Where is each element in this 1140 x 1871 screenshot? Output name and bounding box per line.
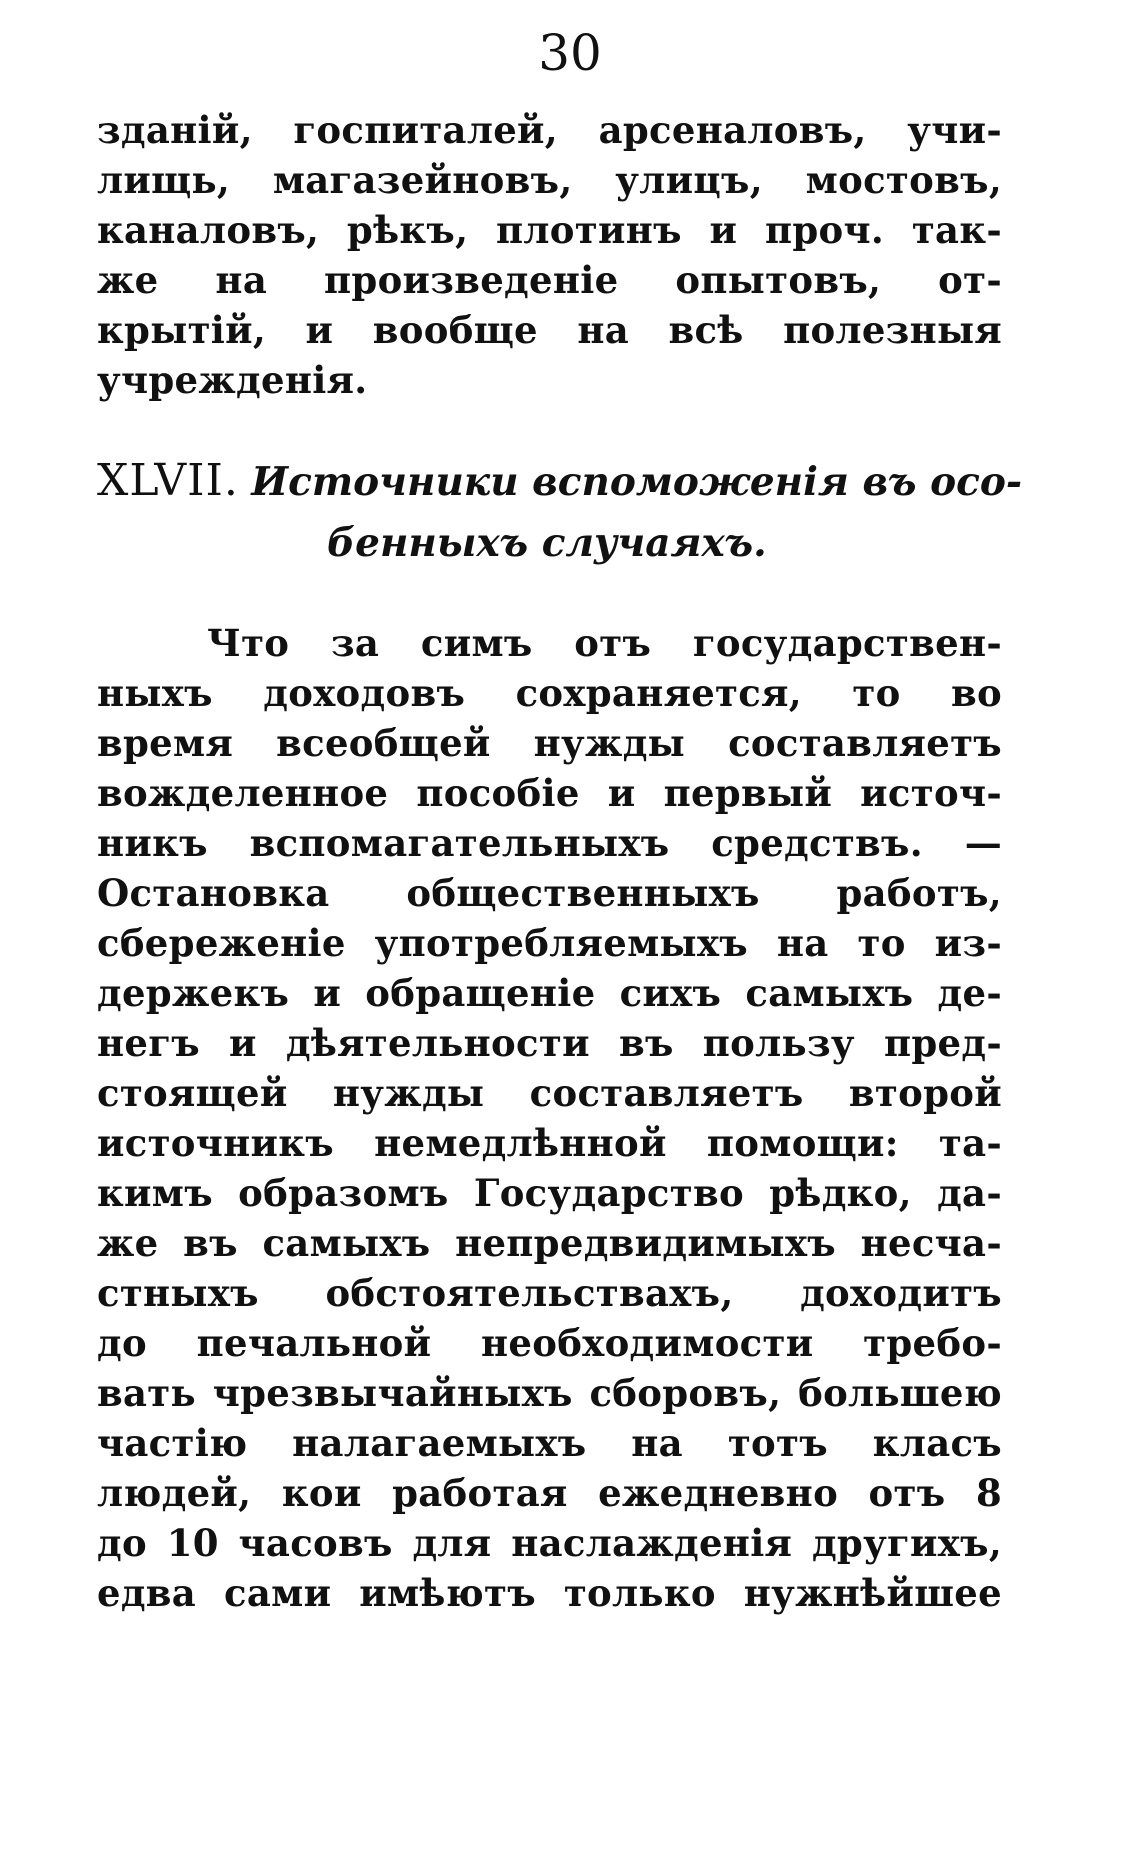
text-line: кимъ образомъ Государство рѣдко, да- xyxy=(97,1171,1002,1215)
paragraph-body xyxy=(97,618,1002,1618)
page-number: 30 xyxy=(538,24,602,82)
text-line: едва сами имѣютъ только нужнѣйшее xyxy=(97,1571,1002,1615)
text-line: время всеобщей нужды составляетъ xyxy=(97,721,1002,765)
text-line: же на произведеніе опытовъ, от- xyxy=(97,258,1002,302)
text-line: негъ и дѣятельности въ пользу пред- xyxy=(97,1021,1002,1065)
section-heading xyxy=(97,450,1023,574)
text-line: до печальной необходимости требо- xyxy=(97,1321,1002,1365)
text-line: лищь, магазейновъ, улицъ, мостовъ, xyxy=(97,158,1002,202)
text-line: зданій, госпиталей, арсеналовъ, учи- xyxy=(97,108,1002,152)
text-line: Остановка общественныхъ работъ, xyxy=(97,871,1002,915)
text-line: вожделенное пособіе и первый источ- xyxy=(97,771,1002,815)
text-line: до 10 часовъ для наслажденія другихъ, xyxy=(97,1521,1002,1565)
text-line: учрежденія. xyxy=(97,358,368,402)
text-line: Что за симъ отъ государствен- xyxy=(207,621,1002,665)
text-line: источникъ немедлѣнной помощи: та- xyxy=(97,1121,1002,1165)
text-line: людей, кои работая ежедневно отъ 8 xyxy=(97,1471,1002,1515)
text-line: частію налагаемыхъ на тотъ класъ xyxy=(97,1421,1002,1465)
section-title-part-1: Источники вспоможенія въ осо- xyxy=(251,459,1023,505)
text-line: стоящей нужды составляетъ второй xyxy=(97,1071,1002,1115)
text-line: крытій, и вообще на всѣ полезныя xyxy=(97,308,1002,352)
section-title-part-2: бенныхъ случаяхъ. xyxy=(327,520,767,566)
text-line: никъ вспомагательныхъ средствъ. — xyxy=(97,821,1002,865)
text-line: же въ самыхъ непредвидимыхъ несча- xyxy=(97,1221,1002,1265)
text-line: стныхъ обстоятельствахъ, доходитъ xyxy=(97,1271,1002,1315)
heading-line-1 xyxy=(97,450,1023,512)
section-number: XLVII. xyxy=(97,455,239,506)
text-line: сбереженіе употребляемыхъ на то из- xyxy=(97,921,1002,965)
paragraph-continued xyxy=(97,105,1002,405)
text-line: вать чрезвычайныхъ сборовъ, большею xyxy=(97,1371,1002,1415)
text-line: держекъ и обращеніе сихъ самыхъ де- xyxy=(97,971,1002,1015)
text-line: каналовъ, рѣкъ, плотинъ и проч. так- xyxy=(97,208,1002,252)
text-line: ныхъ доходовъ сохраняется, то во xyxy=(97,671,1002,715)
